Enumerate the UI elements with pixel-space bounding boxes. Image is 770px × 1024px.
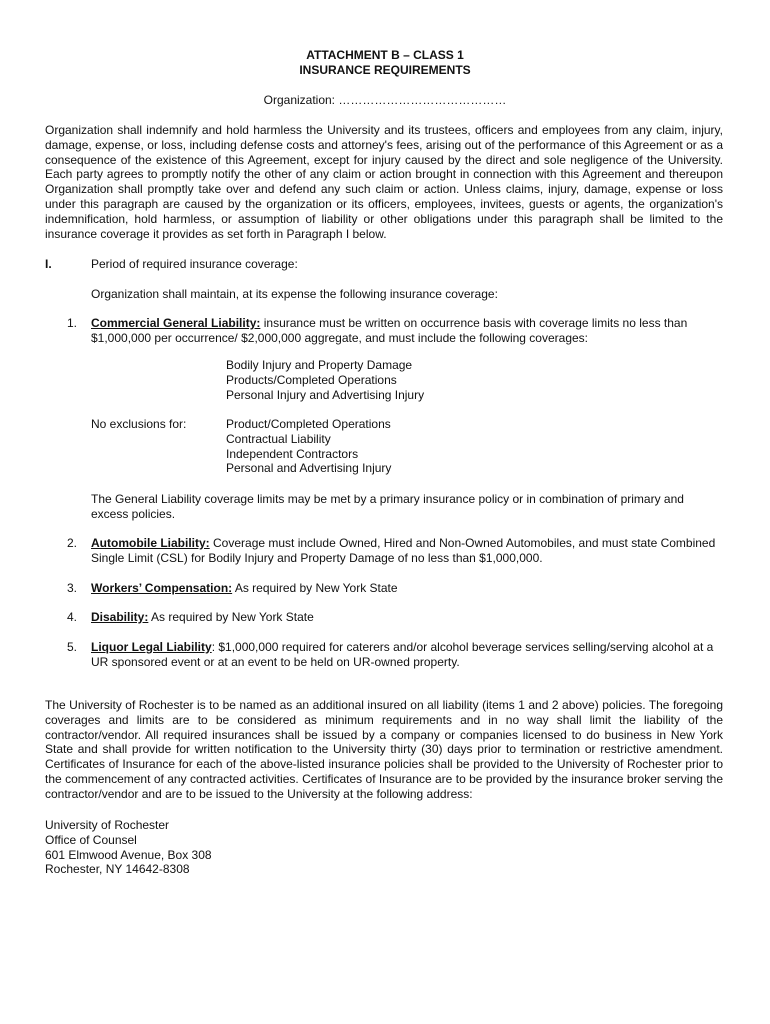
item-number: 1. <box>67 316 78 330</box>
mailing-address <box>45 818 212 877</box>
coverages-list <box>226 358 424 402</box>
list-item-general-liability <box>67 316 723 346</box>
exclusion-item: Product/Completed Operations <box>226 417 391 431</box>
item-number: 5. <box>67 640 78 654</box>
item-text: : $1,000,000 required for caterers and/or alcohol beverage services selling/serving alcohol at a UR sponsored event or at an event to be held on UR-owned property. <box>91 640 714 669</box>
exclusion-item: Personal and Advertising Injury <box>226 461 392 476</box>
item-label: Liquor Legal Liability <box>91 640 212 654</box>
item-label: Commercial General Liability: <box>91 316 261 330</box>
exclusions-label: No exclusions for: <box>91 417 187 431</box>
item-number: 2. <box>67 536 78 550</box>
address-line: University of Rochester <box>45 818 170 832</box>
attachment-title: ATTACHMENT B – CLASS 1 <box>306 48 464 62</box>
item-body <box>91 640 723 670</box>
item-label: Workers’ Compensation: <box>91 581 233 595</box>
item-label: Disability: <box>91 610 149 624</box>
item-body <box>91 610 723 625</box>
exclusions-list <box>226 417 391 476</box>
item-number: 3. <box>67 581 78 595</box>
item-text: insurance must be written on occurrence basis with coverage limits no less than $1,000,000 per occurrence/ $2,000,000 aggregate, and must include the following coverages: <box>91 316 688 345</box>
address-line: Office of Counsel <box>45 832 137 847</box>
item-label: Automobile Liability: <box>91 536 210 550</box>
list-item-workers-compensation <box>67 581 723 596</box>
exclusion-item: Contractual Liability <box>226 431 331 446</box>
address-line: Rochester, NY 14642-8308 <box>45 862 190 877</box>
list-item-liquor-liability <box>67 640 723 670</box>
item-body <box>91 316 723 346</box>
intro-paragraph: Organization shall indemnify and hold harmless the University and its trustees, officers and employees from any claim, injury, damage, expense, or loss, including defense costs and attorney's fees, arising out of the performance of this Agreement or as a consequence of the existence of this Agreement, except for injury caused by the direct and sole negligence of the University. Each party agrees to promptly notify the other of any claim or action brought in connection with this Agreement and thereupon Organization shall promptly take over and defend any such claim or action. Unless claims, injury, damage, expense or loss under this paragraph are caused by the organization or its officers, employees, invitees, guests or agents, the organization's indemnification, hold harmless, or assumption of liability or other obligations under this paragraph shall be limited to the insurance coverage it provides as set forth in Paragraph I below. <box>45 123 723 241</box>
general-liability-note: The General Liability coverage limits may be met by a primary insurance policy or in combination of primary and excess policies. <box>91 492 684 521</box>
document-title: INSURANCE REQUIREMENTS <box>299 63 471 77</box>
organization-line: Organization: …………………………………… <box>263 93 507 107</box>
list-item-disability <box>67 610 723 625</box>
closing-paragraph: The University of Rochester is to be named as an additional insured on all liability (items 1 and 2 above) policies. The foregoing coverages and limits are to be considered as minimum requirements and in no way shall limit the liability of the contractor/vendor. All required insurances shall be issued by a company or companies licensed to do business in New York State and shall provide for written notification to the University thirty (30) days prior to termination or restrictive amendment. Certificates of Insurance for each of the above-listed insurance policies shall be provided to the University of Rochester prior to the commencement of any contracted activities. Certificates of Insurance are to be provided by the insurance broker serving the contractor/vendor and are to be issued to the University at the following address: <box>45 698 723 801</box>
address-line: 601 Elmwood Avenue, Box 308 <box>45 847 212 862</box>
item-body <box>91 581 723 596</box>
exclusion-item: Independent Contractors <box>226 446 359 461</box>
coverage-item: Personal Injury and Advertising Injury <box>226 387 425 402</box>
coverage-item: Products/Completed Operations <box>226 372 397 387</box>
maintain-text: Organization shall maintain, at its expense the following insurance coverage: <box>91 287 498 301</box>
item-number: 4. <box>67 610 78 624</box>
item-text: Coverage must include Owned, Hired and Non-Owned Automobiles, and must state Combined Single Limit (CSL) for Bodily Injury and Property Damage of no less than $1,000,000. <box>91 536 716 565</box>
item-text: As required by New York State <box>148 610 314 624</box>
item-text: As required by New York State <box>232 581 398 595</box>
coverage-item: Bodily Injury and Property Damage <box>226 358 413 372</box>
section-title: Period of required insurance coverage: <box>91 257 298 271</box>
list-item-automobile-liability <box>67 536 723 566</box>
section-number: I. <box>45 257 52 271</box>
item-body <box>91 536 723 566</box>
